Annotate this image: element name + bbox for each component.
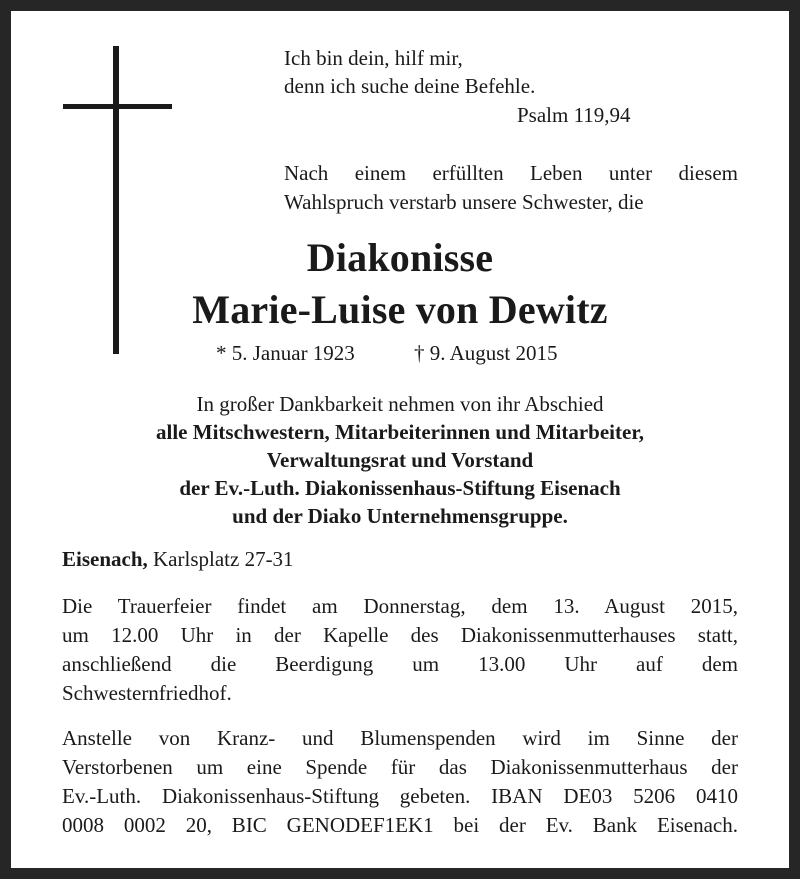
- funeral-line-3: anschließend die Beerdigung um 13.00 Uhr auf dem: [62, 652, 738, 676]
- intro-line-1: Nach einem erfüllten Leben unter diesem: [284, 161, 738, 185]
- donation-line-4: 0008 0002 20, BIC GENODEF1EK1 bei der Ev. Bank Eisenach.: [62, 813, 738, 837]
- mourners-line-3: der Ev.-Luth. Diakonissenhaus-Stiftung Eisenach: [179, 476, 621, 500]
- mourners-line-2: Verwaltungsrat und Vorstand: [266, 448, 534, 472]
- mourners-line-4: und der Diako Unternehmensgruppe.: [232, 504, 568, 528]
- donation-line-2: Verstorbenen um eine Spende für das Diakonissenmutterhaus der: [62, 755, 738, 779]
- mourners-block: [0, 390, 800, 530]
- location-address: Karlsplatz 27-31: [153, 547, 294, 571]
- deceased-title: Diakonisse: [306, 235, 494, 280]
- funeral-line-4: Schwesternfriedhof.: [62, 681, 232, 705]
- intro-line-2: Wahlspruch verstarb unsere Schwester, die: [284, 190, 644, 214]
- donation-line-1: Anstelle von Kranz- und Blumenspenden wird im Sinne der: [62, 726, 738, 750]
- mourners-intro: In großer Dankbarkeit nehmen von ihr Abschied: [196, 392, 604, 416]
- verse-reference: Psalm 119,94: [517, 103, 631, 127]
- mourners-line-1: alle Mitschwestern, Mitarbeiterinnen und Mitarbeiter,: [156, 420, 644, 444]
- cross-icon-bar: [63, 104, 172, 109]
- deceased-name: Marie-Luise von Dewitz: [192, 287, 608, 332]
- verse-line-2: denn ich suche deine Befehle.: [284, 74, 536, 98]
- funeral-line-2: um 12.00 Uhr in der Kapelle des Diakonissenmutterhauses statt,: [62, 623, 738, 647]
- location: [62, 547, 294, 572]
- verse-line-1: Ich bin dein, hilf mir,: [284, 46, 463, 70]
- funeral-line-1: Die Trauerfeier findet am Donnerstag, dem 13. August 2015,: [62, 594, 738, 618]
- location-city: Eisenach,: [62, 547, 148, 571]
- donation-paragraph: [62, 724, 738, 840]
- birth-date: * 5. Januar 1923: [216, 341, 355, 365]
- intro-text: [284, 159, 738, 217]
- donation-line-3: Ev.-Luth. Diakonissenhaus-Stiftung gebeten. IBAN DE03 5206 0410: [62, 784, 738, 808]
- death-date: † 9. August 2015: [414, 341, 558, 365]
- funeral-paragraph: [62, 592, 738, 708]
